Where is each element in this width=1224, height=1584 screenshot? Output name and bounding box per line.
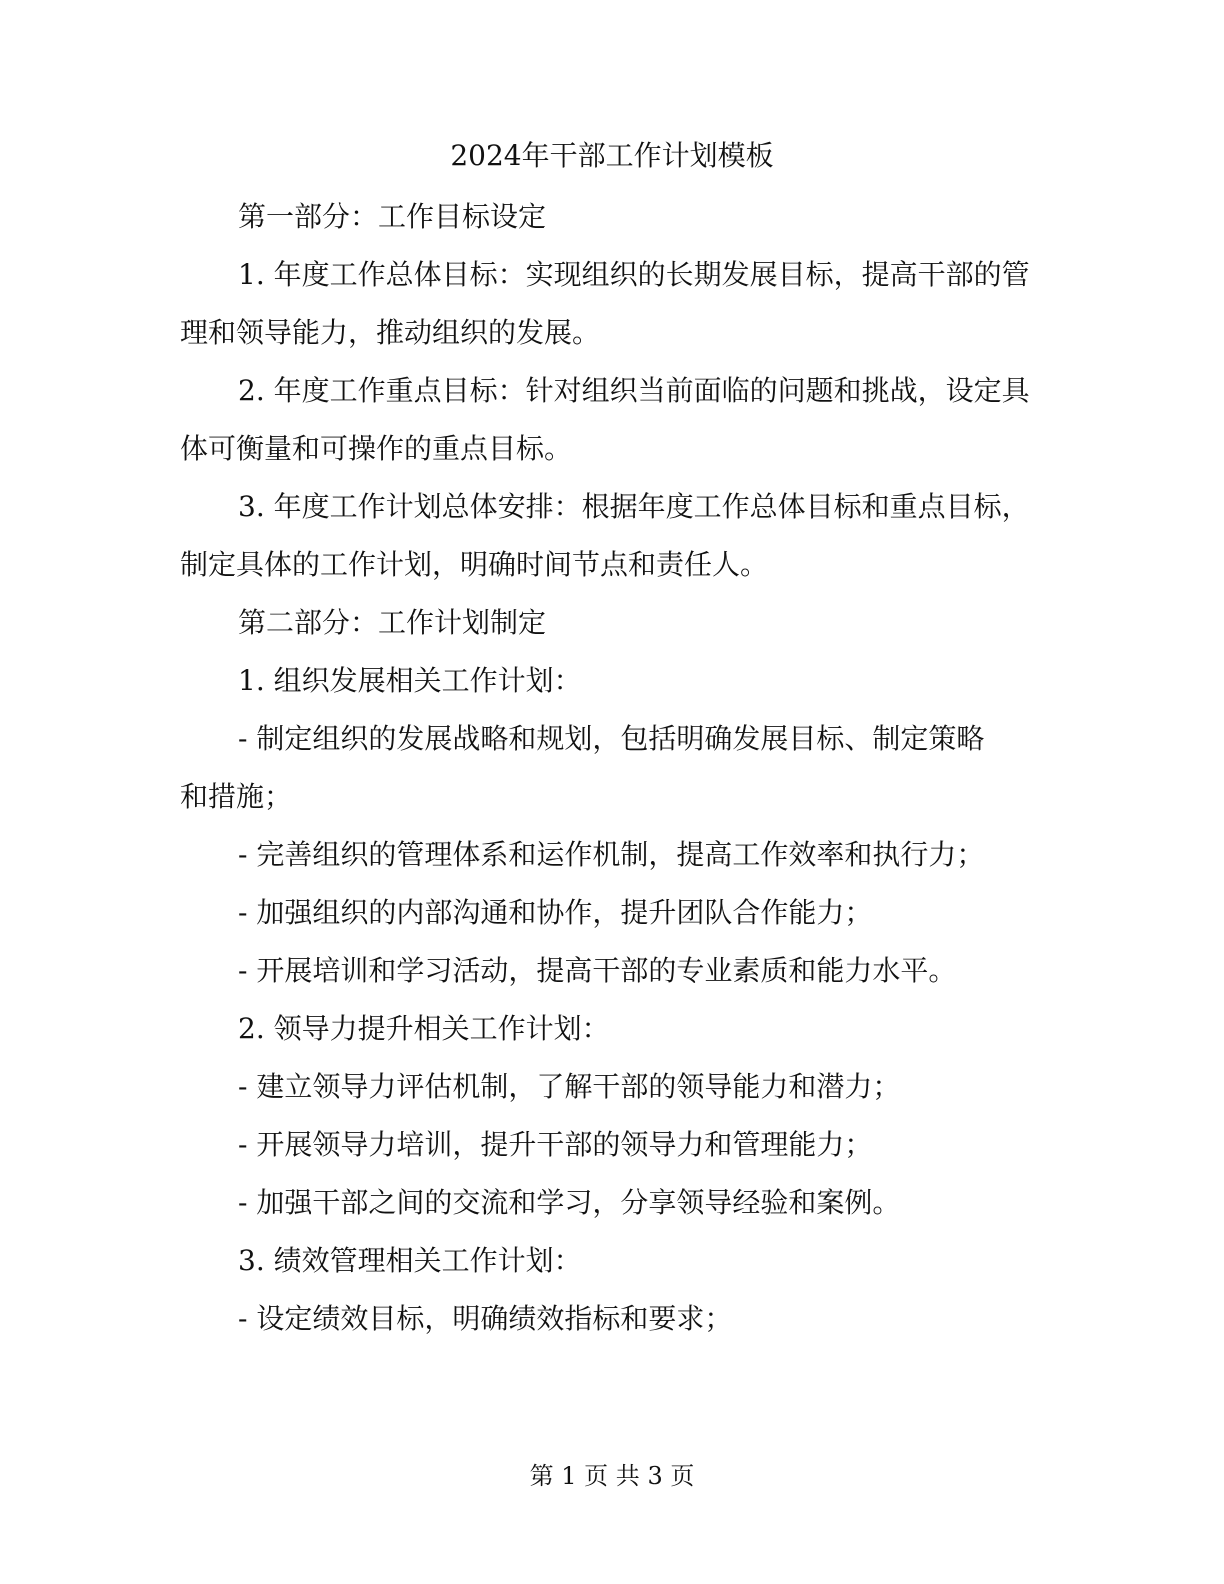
- section-heading-2: 第二部分：工作计划制定: [238, 606, 547, 639]
- list-item: - 制定组织的发展战略和规划，包括明确发展目标、制定策略和措施；: [180, 722, 985, 813]
- list-item: - 开展培训和学习活动，提高干部的专业素质和能力水平。: [238, 954, 957, 987]
- document-title: 2024年干部工作计划模板: [450, 139, 774, 172]
- page-footer: 第 1 页 共 3 页: [529, 1462, 695, 1490]
- list-item: - 完善组织的管理体系和运作机制，提高工作效率和执行力；: [238, 838, 985, 871]
- paragraph-goal-2: 2. 年度工作重点目标：针对组织当前面临的问题和挑战，设定具体可衡量和可操作的重点目标。: [180, 374, 1030, 465]
- paragraph-goal-1: 1. 年度工作总体目标：实现组织的长期发展目标，提高干部的管理和领导能力，推动组织的发展。: [180, 258, 1030, 349]
- list-item: - 加强组织的内部沟通和协作，提升团队合作能力；: [238, 896, 873, 929]
- list-item: - 建立领导力评估机制，了解干部的领导能力和潜力；: [238, 1070, 901, 1103]
- subheading-leadership: 2. 领导力提升相关工作计划：: [238, 1012, 610, 1045]
- list-item: - 设定绩效目标，明确绩效指标和要求；: [238, 1302, 733, 1335]
- paragraph-goal-3: 3. 年度工作计划总体安排：根据年度工作总体目标和重点目标，制定具体的工作计划，明确时间节点和责任人。: [180, 490, 1030, 581]
- subheading-org-dev: 1. 组织发展相关工作计划：: [238, 664, 582, 697]
- list-item: - 开展领导力培训，提升干部的领导力和管理能力；: [238, 1128, 873, 1161]
- document-body: [180, 188, 1030, 1348]
- section-heading-1: 第一部分：工作目标设定: [238, 200, 547, 233]
- list-item: - 加强干部之间的交流和学习，分享领导经验和案例。: [238, 1186, 901, 1219]
- subheading-performance: 3. 绩效管理相关工作计划：: [238, 1244, 582, 1277]
